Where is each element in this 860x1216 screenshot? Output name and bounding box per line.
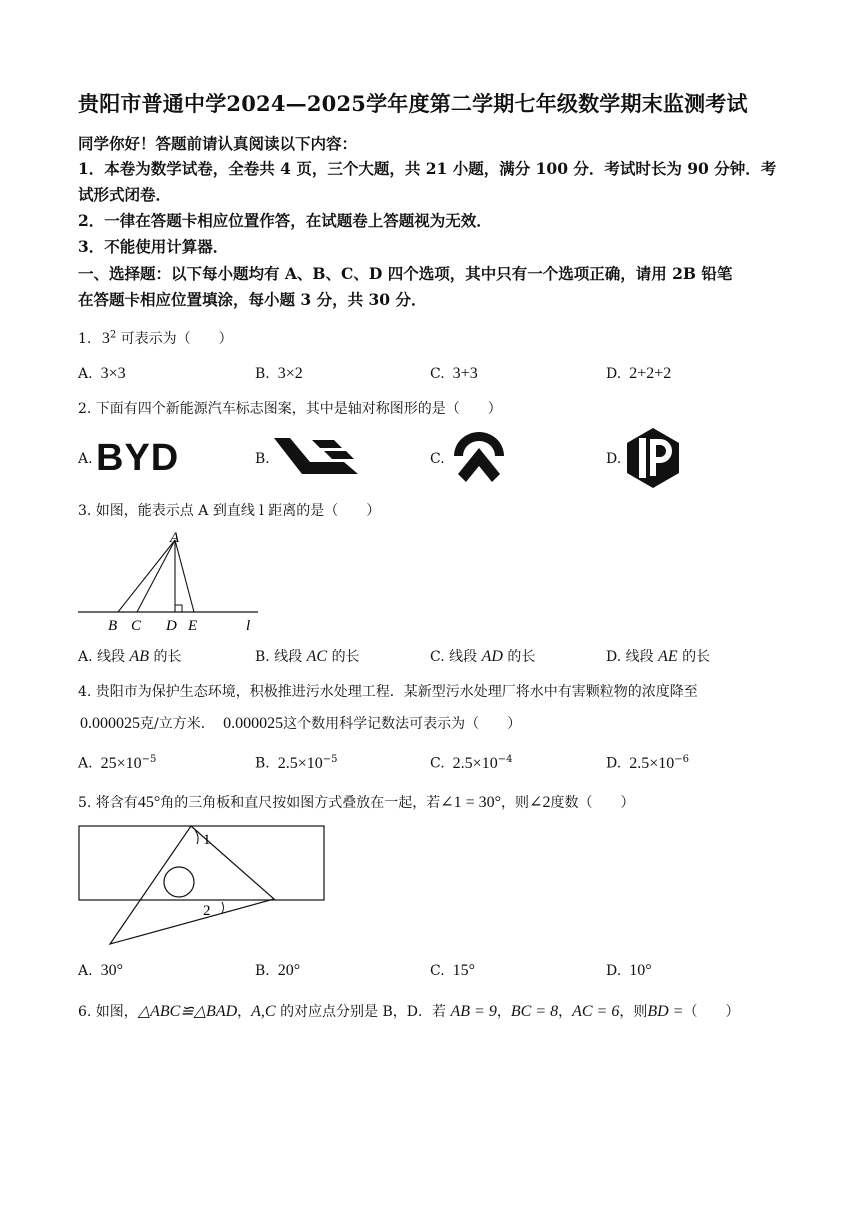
- stacked-stripes-logo-icon: [274, 438, 360, 474]
- point-e-label: E: [188, 618, 198, 634]
- notice-item-2: 2．一律在答题卡相应位置作答，在试题卷上答题视为无效．: [78, 211, 492, 230]
- question-4-option-c: C. $2.5\times 10^{-4}$: [430, 754, 513, 772]
- question-1-option-c: C. 3+3: [430, 365, 478, 382]
- question-1-exponent: 2: [109, 329, 117, 341]
- section-1-heading-line-1: 一、选择题：以下每小题均有 A、B、C、D 四个选项，其中只有一个选项正确，请用 2B 铅笔: [78, 264, 733, 283]
- set-square-hole: [164, 867, 194, 897]
- question-1-text: 可表示为（ ）: [120, 331, 233, 347]
- question-3-option-b: B. 线段 AC 的长: [255, 648, 360, 665]
- question-2-option-a-label: A.: [78, 451, 93, 467]
- question-5-option-a: A. 30°: [78, 962, 123, 979]
- question-3-option-c: C. 线段 AD 的长: [430, 648, 536, 665]
- question-1-option-a: A. 3×3: [78, 365, 126, 382]
- segment-ab: [118, 540, 175, 612]
- question-4-line-2: [80, 713, 521, 733]
- question-2-option-d-label: D.: [606, 451, 622, 467]
- point-a-label: A: [170, 530, 180, 546]
- question-3-option-d: D. 线段 AE 的长: [606, 648, 711, 665]
- question-1-option-b: B. 3×2: [255, 365, 303, 382]
- question-1-option-d: D. 2+2+2: [606, 365, 672, 382]
- question-1-stem: [78, 328, 233, 348]
- question-2-option-b-label: B.: [255, 451, 270, 467]
- question-5-option-b: B. 20°: [255, 962, 301, 979]
- segment-ae: [175, 540, 194, 612]
- question-5-option-c: C. 15°: [430, 962, 476, 979]
- segment-ac: [137, 540, 175, 612]
- section-1-heading-line-2: 在答题卡相应位置填涂，每小题 3 分，共 30 分．: [78, 290, 427, 309]
- point-b-label: B: [108, 618, 118, 634]
- notice-item-1-line-1: 1．本卷为数学试卷，全卷共 4 页，三个大题，共 21 小题，满分 100 分．考试时长为 90 分钟．考: [78, 159, 777, 178]
- lp-logo-icon: [626, 428, 680, 488]
- question-3-stem: 3. 如图，能表示点 A 到直线 l 距离的是（ ）: [78, 503, 381, 519]
- angle-2-arc: [222, 902, 224, 913]
- exam-title: 贵阳市普通中学2024—2025学年度第二学期七年级数学期末监测考试: [78, 91, 748, 116]
- question-4-value: 0.000025: [80, 715, 140, 732]
- question-3-option-a: A. 线段 AB 的长: [78, 648, 182, 665]
- question-2-stem: 2. 下面有四个新能源汽车标志图案，其中是轴对称图形的是（ ）: [78, 401, 502, 417]
- question-1-number: 1.: [78, 331, 92, 347]
- question-3-figure: [76, 528, 276, 638]
- question-1-base: 3: [101, 330, 110, 347]
- point-d-label: D: [166, 618, 177, 634]
- question-4-unit: 克/立方米．: [140, 716, 215, 732]
- set-square: [110, 826, 274, 944]
- question-4-value-repeat: 0.000025: [223, 715, 284, 732]
- question-4-line-1: 4. 贵阳市为保护生态环境，积极推进污水处理工程．某新型污水处理厂将水中有害颗粒物的浓度降至: [78, 684, 698, 700]
- question-4-option-b: B. $2.5\times 10^{-5}$: [255, 754, 338, 772]
- question-2-option-c-label: C.: [430, 451, 445, 467]
- ruler: [79, 826, 324, 900]
- notice-item-3: 3．不能使用计算器．: [78, 237, 229, 256]
- arch-logo-icon: [450, 430, 508, 484]
- notice-item-1-line-2: 试形式闭卷．: [78, 185, 172, 204]
- line-l-label: l: [246, 618, 251, 634]
- question-4-option-d: D. $2.5\times 10^{-6}$: [606, 754, 689, 772]
- question-5-option-d: D. 10°: [606, 962, 652, 979]
- byd-logo-icon: BYD: [96, 437, 180, 479]
- question-5-stem: 5. 将含有45°角的三角板和直尺按如图方式叠放在一起，若∠1 = 30°，则∠2度数（ ）: [78, 794, 635, 811]
- point-c-label: C: [131, 618, 142, 634]
- angle-1-label: 1: [203, 832, 211, 848]
- question-6-stem: 6. 如图，△ABC≌△BAD，A,C 的对应点分别是 B，D．若 AB = 9，BC = 8，AC = 6，则BD =（ ）: [78, 1003, 740, 1020]
- angle-2-label: 2: [203, 903, 211, 919]
- notice-intro: 同学你好！答题前请认真阅读以下内容：: [78, 134, 358, 153]
- question-5-figure: [76, 822, 328, 950]
- question-4-line-2-tail: 这个数用科学记数法可表示为（ ）: [283, 716, 522, 732]
- question-4-option-a: A. $25\times 10^{-5}$: [78, 754, 157, 772]
- right-angle-mark: [175, 605, 182, 612]
